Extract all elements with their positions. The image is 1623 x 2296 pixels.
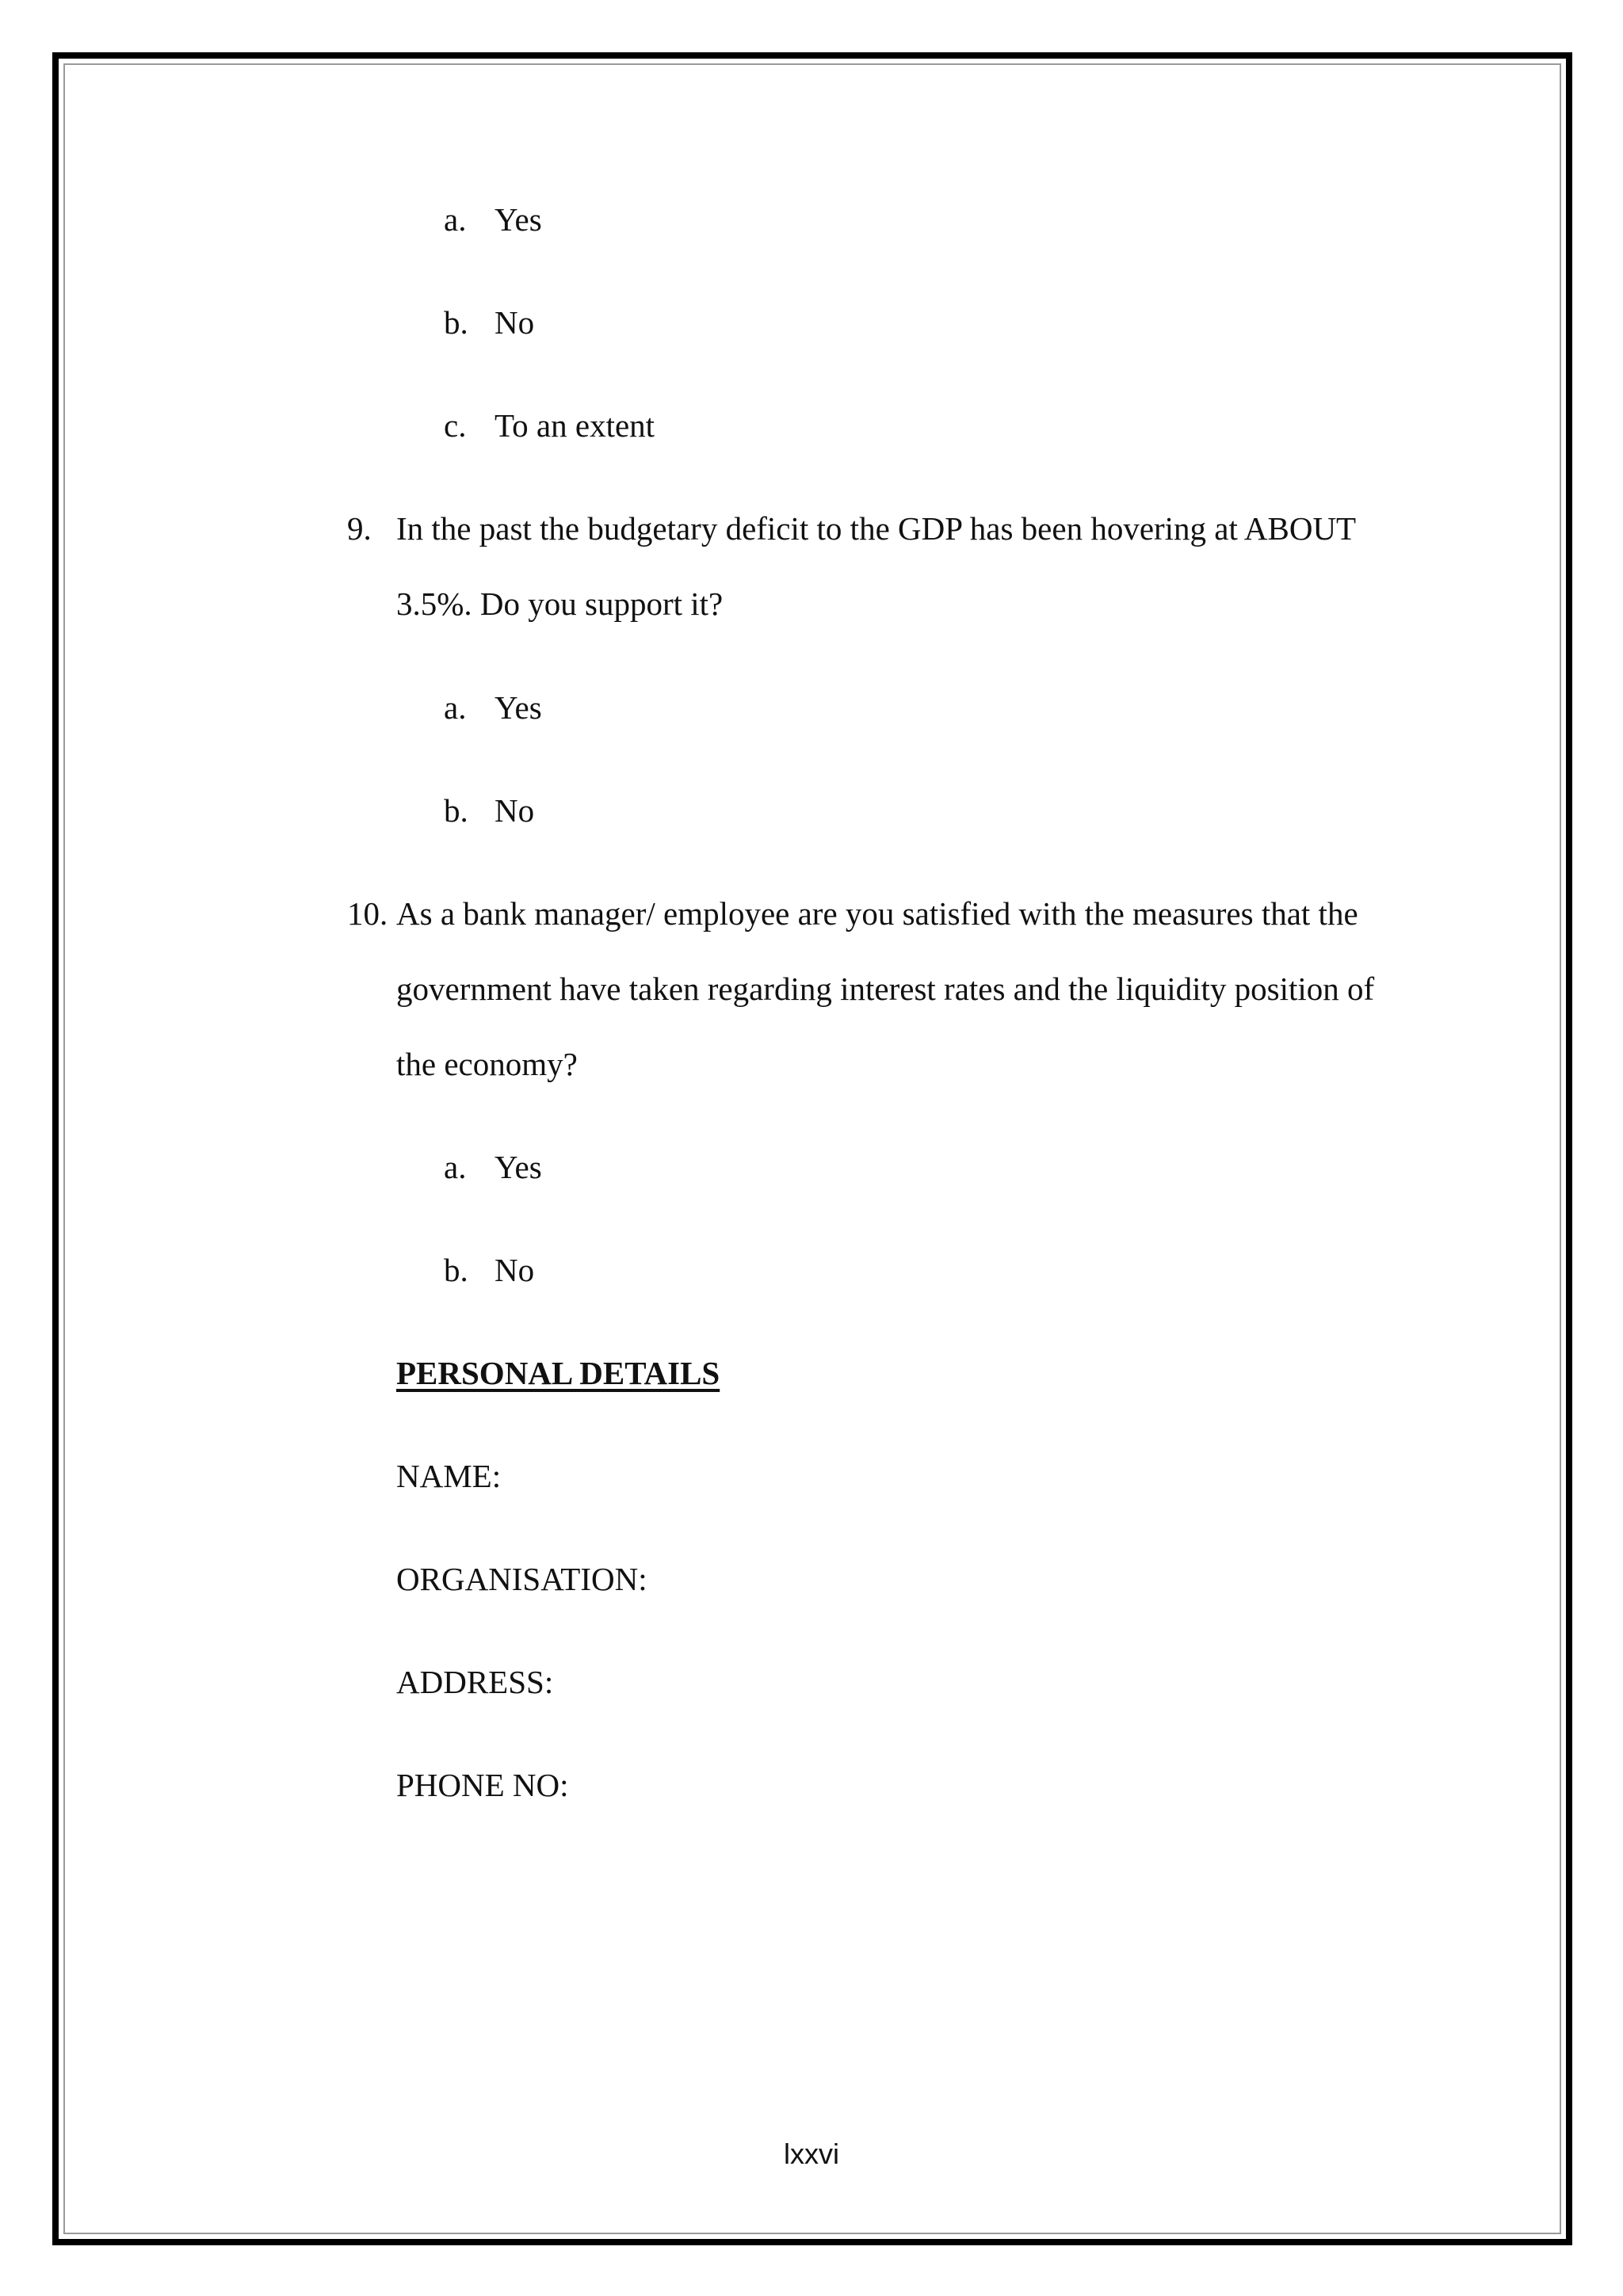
page-number: lxxvi	[784, 2138, 839, 2170]
option-text: Yes	[495, 689, 542, 726]
option-letter: a.	[444, 689, 467, 726]
question-text-line-1: In the past the budgetary deficit to the GDP has been hovering at ABOUT	[396, 510, 1357, 547]
address-field-label: ADDRESS:	[396, 1664, 554, 1700]
personal-details-heading: PERSONAL DETAILS	[396, 1355, 720, 1391]
option-letter: b.	[444, 792, 468, 829]
option-text: No	[495, 792, 535, 829]
question-text-line-3: the economy?	[396, 1046, 578, 1082]
option-text: No	[495, 1252, 535, 1288]
name-field-label: NAME:	[396, 1458, 502, 1494]
question-text-line-1: As a bank manager/ employee are you satisfied with the measures that the	[396, 895, 1358, 932]
question-text-line-2: government have taken regarding interest rates and the liquidity position of	[396, 971, 1375, 1007]
option-text: Yes	[495, 201, 542, 238]
question-text-line-2: 3.5%. Do you support it?	[396, 585, 724, 622]
organisation-field-label: ORGANISATION:	[396, 1561, 647, 1597]
option-text: To an extent	[495, 407, 655, 444]
question-number: 9.	[347, 510, 372, 547]
option-letter: a.	[444, 1149, 467, 1185]
question-number: 10.	[347, 895, 388, 932]
phone-field-label: PHONE NO:	[396, 1767, 569, 1803]
option-letter: c.	[444, 407, 467, 444]
option-letter: b.	[444, 1252, 468, 1288]
option-letter: b.	[444, 304, 468, 341]
option-letter: a.	[444, 201, 467, 238]
page-border-inner	[63, 63, 1561, 2234]
option-text: Yes	[495, 1149, 542, 1185]
option-text: No	[495, 304, 535, 341]
